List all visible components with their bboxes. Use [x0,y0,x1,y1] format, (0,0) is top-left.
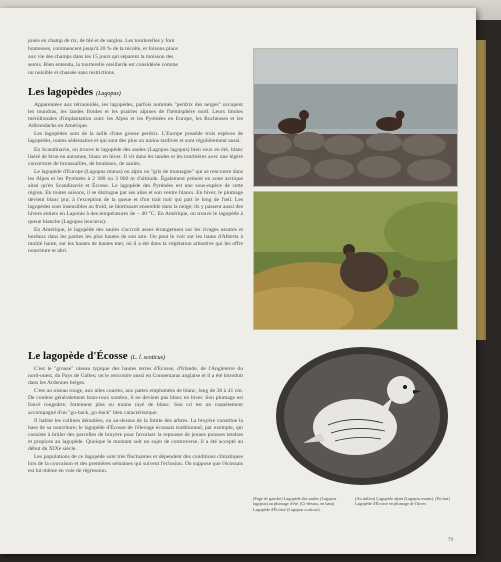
body-paragraph: En Amérique, le lagopède des saules s'accroît assez étrangement sur les rivages neutres et boréaux dans les parties les plus hautes de son aire. On peut le voir sur les hauts d'Alberta à moitié haute, sur les hautes de hautes mer, où il a été dans la végétation arbustive qui les offre nourriture et abri. [28,226,243,254]
intro-line: aux vie des champs dans les 15 jours qui séparent la moisson des [28,54,174,61]
adjacent-book-edge [476,40,486,340]
body-paragraph: C'est le "grouse" oiseau typique des hautes terres d'Écosse, d'Irlande, de l'Angleterre du nord-ouest, du Pays de Galles; on le rencontre aussi en Connemaras anglaise et il a été introduit dans les Ardennes belges. [28,366,243,387]
section-title: Le lagopède d'Écosse [28,350,128,362]
illustration-grouse-engraving-image [273,345,451,488]
body-paragraph: Les populations de ce lagopède sont très fluctuantes et dépendent des conditions climatiques lors de la couvaison et des premières semaines qui suivent l'éclosion. On suppose que l'écossais est lui-même en voie de régression. [28,454,243,475]
intro-line: semis. Bien entendu, la tourterelle oreillarde est considérée comme [28,62,179,69]
photo-grouse-vegetation [253,191,458,330]
photo-grouse-vegetation-image [254,192,457,329]
photo-grouse-on-wall [253,48,458,187]
caption-right: (Au milieu) Lagopède alpin (Lagopus mutus). (En bas) Lagopède d'Écosse en plumage de l'hiver. [355,496,450,507]
intro-paragraph [28,38,243,78]
intro-line: joués en champ de riz, de blé et de sarglos. Les tourterelles y font [28,38,175,44]
body-paragraph: C'est un oiseau rouge, aux ailes courtes, aux pattes emplumées de blanc, long de 38 à 41 cm. De couleur généralement brun-roux sombre, il ne devient pas blanc en hiver. Son plumage est foncé rougeâtre, fortement plus ou moins rayé de blanc. Son cri est un caquètement accompagné d'un "go-back, go-back" bien caractéristique. [28,388,243,416]
book-page [0,8,476,554]
intro-line: honteuses, commencent jusqu'à 20 % de la récolte, et foisons place [28,46,178,53]
body-paragraph: Il habite les collines dénudées, ou au-dessus de la limite des arbres. La bruyère constitue la base de sa nourriture; le lagopède d'Écosse de l'élevage écossais traditionnel, par exemple, qui consiste à brûler des parcelles de bruyère pour favoriser la repousse de jeunes pousses tendres et propices au lagopède. Quoique le montant soit un sujet de controverse, il a été accepté au début du XIXe siècle. [28,417,243,453]
section-scientific-name: (Lagopus) [96,91,121,97]
illustration-grouse-engraving [273,345,451,488]
section-scientific-name: (L. l. scoticus) [130,355,165,361]
section-title: Les lagopèdes [28,86,94,98]
section-heading-lagopede-ecosse [28,350,165,362]
intro-line: un nuisible et chassée sans restrictions. [28,70,116,77]
caption-left: (Page de gauche) Lagopède des saules (Lagopus lagopus) au plumage d'été. (Ci-dessus, en haut) Lagopède d'Écosse (Lagopus scoticus). [253,496,337,512]
body-paragraph: Le lagopède d'Europe (Lagopus mutus) ou alpin ou "gris de montagne" qui se rencontre dans les Alpes et les Pyrénées à 2 300 ou 3 000 m d'altitude. Également présent en zone arctique ainsi qu'en Scandinavie et Écosse. Le lagopède des Pyrénées est une sous-espèce de cette région. En toutes saisons, il se distingue par ses ailes et son ventre blancs. En hiver, le plumage devient blanc pur, à l'exception de la queue et d'un trait noir qui part le long de l'œil. Les lagopèdes sont insensibles au froid, se blottissant ensemble dans la neige; ils y passent aussi des hivers entiers en Laponie à des températures de − 40 °C. En Amérique, on trouve le lagopède à queue blanche (Lagopus leucurus). [28,168,243,225]
body-paragraph: Les lagopèdes sont de la taille d'une grosse perdrix. L'Europe possède trois espèces de lagopèdes, toutes sédentaires et qui sont des plus ou moins tardives et sont régulièrement aussi. [28,131,243,145]
body-paragraph: Apparentées aux tétraonidés, les lagopèdes, parfois nommés "perdrix des neiges" occupent les toundras, les landes froides et les prairies alpines de l'hémisphère nord. Leurs limites méridionales d'implantation sont: les Alpes et les Pyrénées en Europe, les Rocheuses et les Adirondacks en Amérique. [28,102,243,130]
section-heading-lagopedes [28,86,121,98]
photo-grouse-on-wall-image [254,49,457,186]
section-body-lagopedes [28,102,243,347]
section-body-lagopede-ecosse [28,366,243,536]
page-number: 79 [448,538,453,543]
body-paragraph: En Scandinavie, on trouve le lagopède des saules (Lagopus lagopus) bien roux en été, blanc liséré de brun en automne, blanc en hiver. Il vit dans les landes et les tourbières avec une légère couverture de broussailles, de bouleaux, de saules. [28,146,243,167]
